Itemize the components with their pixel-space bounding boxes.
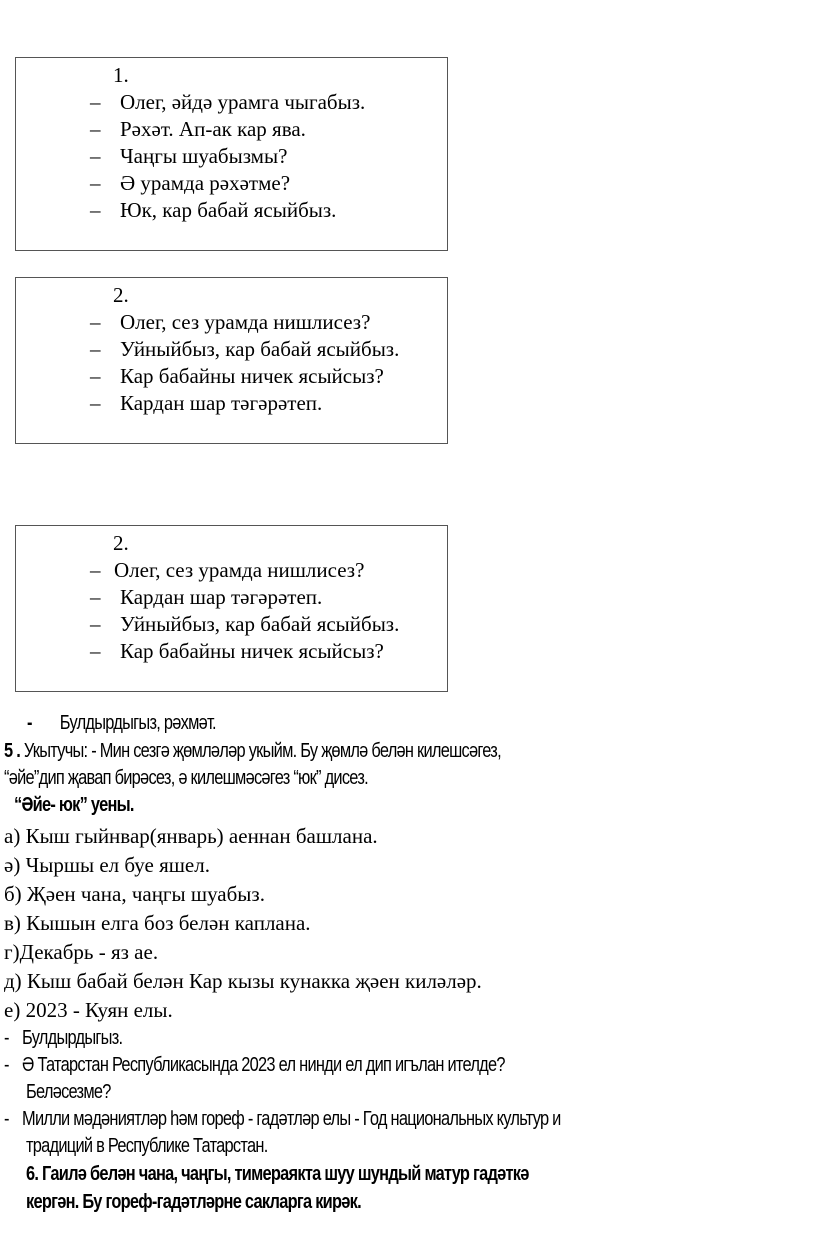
dialog-box-2 (15, 277, 448, 444)
section5-number: 5 . (4, 740, 21, 762)
closing-line: - Ә Татарстан Республикасында 2023 ел нинди ел дип игълан ителде? (4, 1054, 505, 1076)
dialog-line: – Уйныйбыз, кар бабай ясыйбыз. (90, 337, 400, 361)
dialog-number: 2. (113, 283, 129, 307)
list-item: е) 2023 - Куян елы. (4, 998, 173, 1022)
section6-line1: 6. Гаилә белән чана, чаңгы, тимераякта шуу шундый матур гадәткә (26, 1163, 529, 1185)
dialog-line: – Олег, сез урамда нишлисез? (90, 310, 371, 334)
closing-line: - Милли мәдәниятләр һәм гореф - гадәтләр елы - Год национальных культур и (4, 1108, 561, 1130)
dialog-line: – Уйныйбыз, кар бабай ясыйбыз. (90, 612, 400, 636)
closing-line: - Булдырдыгыз. (4, 1027, 123, 1049)
dialog-line: – Кардан шар тәгәрәтеп. (90, 585, 323, 609)
dialog-box-1 (15, 57, 448, 251)
closing-line-cont: Беләсезме? (26, 1081, 111, 1103)
dialog-number: 2. (113, 531, 129, 555)
dialog-line: – Чаңгы шуабызмы? (90, 144, 288, 168)
list-item: б) Җәен чана, чаңгы шуабыз. (4, 882, 265, 906)
closing-line-cont: традиций в Республике Татарстан. (26, 1135, 268, 1157)
section5-intro-line1: 5 . Укытучы: - Мин сезгә җөмләләр укыйм. Бу җөмлә белән килешсәгез, (4, 740, 501, 762)
dialog-box-3 (15, 525, 448, 692)
section5-intro-line2: “әйе”дип җавап бирәсез, ә килешмәсәгез “юк” дисез. (4, 767, 368, 789)
dialog-line: – Олег, әйдә урамга чыгабыз. (90, 90, 366, 114)
list-item: г)Декабрь - яз ае. (4, 940, 159, 964)
praise-line: - Булдырдыгыз, рәхмәт. (27, 712, 216, 734)
dialog-number: 1. (113, 63, 129, 87)
dialog-line: – Кардан шар тәгәрәтеп. (90, 391, 323, 415)
list-item: д) Кыш бабай белән Кар кызы кунакка җәен киләләр. (4, 969, 482, 993)
list-item: в) Кышын елга боз белән каплана. (4, 911, 311, 935)
dialog-line: – Ә урамда рәхәтме? (90, 171, 291, 195)
section6-line2: кергән. Бу гореф-гадәтләрне сакларга кирәк. (26, 1191, 361, 1213)
dialog-line: – Олег, сез урамда нишлисез? (90, 558, 365, 582)
dialog-line: – Юк, кар бабай ясыйбыз. (90, 198, 337, 222)
list-item: а) Кыш гыйнвар(январь) аеннан башлана. (4, 824, 378, 848)
dialog-line: – Кар бабайны ничек ясыйсыз? (90, 639, 384, 663)
list-item: ә) Чыршы ел буе яшел. (4, 853, 210, 877)
dialog-line: – Кар бабайны ничек ясыйсыз? (90, 364, 384, 388)
dialog-line: – Рәхәт. Ап-ак кар ява. (90, 117, 306, 141)
game-title: “Әйе- юк” уены. (14, 794, 134, 816)
